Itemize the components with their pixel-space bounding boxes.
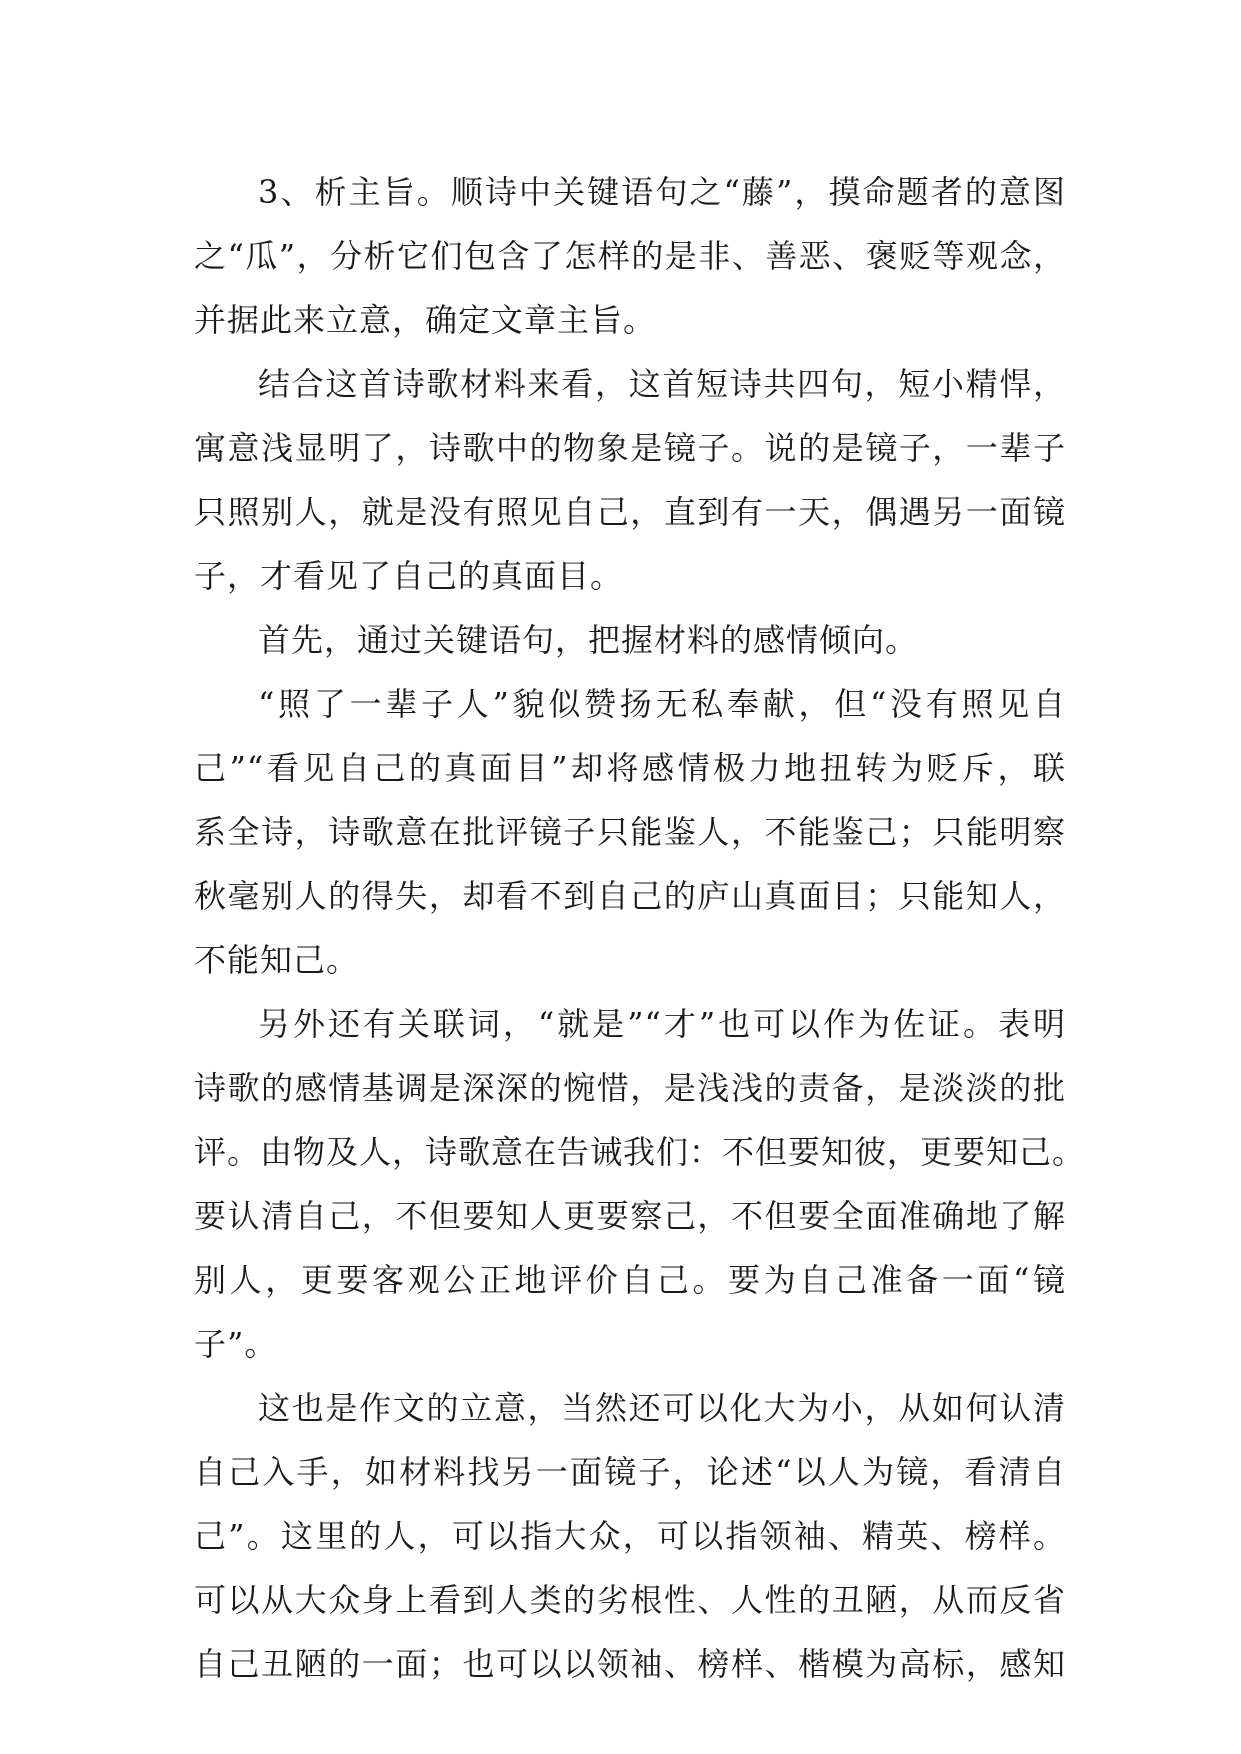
- paragraph-line: “照了一辈子人”貌似赞扬无私奉献，但“没有照见自: [258, 685, 1066, 723]
- document-body: [194, 160, 1086, 1696]
- paragraph-line: 己”“看见自己的真面目”却将感情极力地扭转为贬斥，联: [194, 749, 1066, 787]
- paragraph-line: 子”。: [194, 1325, 278, 1363]
- paragraph-conjunctions: [194, 992, 1086, 1376]
- paragraph-line: 己”。这里的人，可以指大众，可以指领袖、精英、榜样。: [194, 1517, 1066, 1555]
- paragraph-analyze-theme: [194, 160, 1066, 352]
- paragraph-essay-intent: [194, 1376, 1066, 1696]
- paragraph-line: 结合这首诗歌材料来看，这首短诗共四句，短小精悍，: [258, 365, 1066, 403]
- paragraph-first-step: [194, 608, 1066, 672]
- paragraph-line: 秋毫别人的得失，却看不到自己的庐山真面目；只能知人，: [194, 877, 1066, 915]
- paragraph-line: 要认清自己，不但要知人更要察己，不但要全面准确地了解: [194, 1197, 1066, 1235]
- paragraph-line: 并据此来立意，确定文章主旨。: [194, 301, 657, 339]
- paragraph-line: 之“瓜”，分析它们包含了怎样的是非、善恶、褒贬等观念，: [194, 237, 1066, 275]
- paragraph-line: 寓意浅显明了，诗歌中的物象是镜子。说的是镜子，一辈子: [194, 429, 1066, 467]
- paragraph-key-phrases: [194, 672, 1066, 992]
- paragraph-line: 另外还有关联词，“就是”“才”也可以作为佐证。表明: [258, 1005, 1066, 1043]
- paragraph-line: 自己入手，如材料找另一面镜子，论述“以人为镜，看清自: [194, 1453, 1066, 1491]
- paragraph-line: 诗歌的感情基调是深深的惋惜，是浅浅的责备，是淡淡的批: [194, 1069, 1066, 1107]
- paragraph-line: 这也是作文的立意，当然还可以化大为小，从如何认清: [258, 1389, 1066, 1427]
- paragraph-line: 评。由物及人，诗歌意在告诫我们：不但要知彼，更要知己。: [194, 1133, 1086, 1171]
- paragraph-line: 只照别人，就是没有照见自己，直到有一天，偶遇另一面镜: [194, 493, 1066, 531]
- paragraph-line: 系全诗，诗歌意在批评镜子只能鉴人，不能鉴己；只能明察: [194, 813, 1066, 851]
- paragraph-poem-context: [194, 352, 1066, 608]
- paragraph-line: 首先，通过关键语句，把握材料的感情倾向。: [258, 621, 919, 659]
- paragraph-line: 可以从大众身上看到人类的劣根性、人性的丑陋，从而反省: [194, 1581, 1066, 1619]
- paragraph-line: 3、析主旨。顺诗中关键语句之“藤”，摸命题者的意图: [258, 173, 1066, 211]
- paragraph-line: 自己丑陋的一面；也可以以领袖、榜样、楷模为高标，感知: [194, 1645, 1066, 1683]
- paragraph-line: 别人，更要客观公正地评价自己。要为自己准备一面“镜: [194, 1261, 1066, 1299]
- paragraph-line: 子，才看见了自己的真面目。: [194, 557, 624, 595]
- paragraph-line: 不能知己。: [194, 941, 360, 979]
